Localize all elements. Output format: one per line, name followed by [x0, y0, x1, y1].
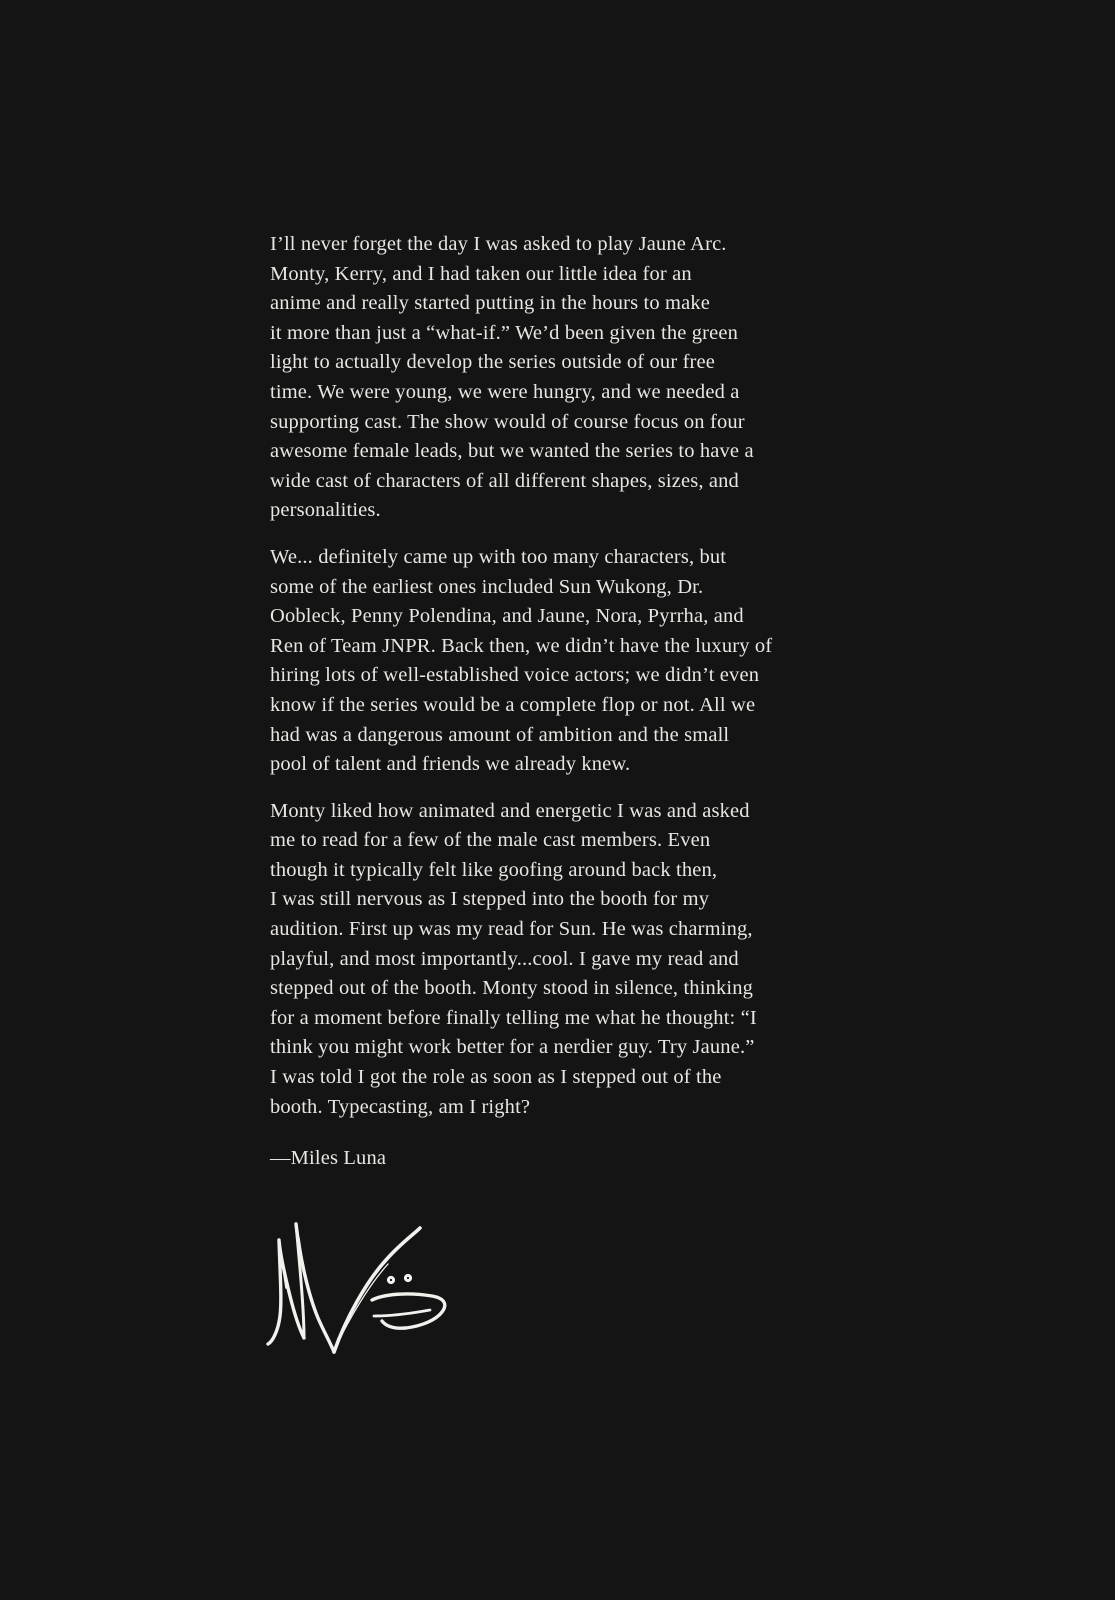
- signoff: —Miles Luna: [270, 1147, 387, 1170]
- letter-body: [270, 230, 830, 1174]
- handwritten-signature-icon: [262, 1218, 462, 1363]
- paragraph-1: I’ll never forget the day I was asked to play Jaune Arc. Monty, Kerry, and I had taken our little idea for an anime and really started putting in the hours to make it more than just a “what-if.” We’d been given the green light to actually develop the series outside of our free time. We were young, we were hungry, and we needed a supporting cast. The show would of course focus on four awesome female leads, but we wanted the series to have a wide cast of characters of all different shapes, sizes, and personalities.: [270, 233, 754, 522]
- paragraph-2: We... definitely came up with too many characters, but some of the earliest ones included Sun Wukong, Dr. Oobleck, Penny Polendina, and Jaune, Nora, Pyrrha, and Ren of Team JNPR. Back then, we didn’t have the luxury of hiring lots of well-established voice actors; we didn’t even know if the series would be a complete flop or not. All we had was a dangerous amount of ambition and the small pool of talent and friends we already knew.: [270, 545, 773, 776]
- paragraph-3: Monty liked how animated and energetic I was and asked me to read for a few of the male cast members. Even though it typically felt like goofing around back then, I was still nervous as I stepped into the booth for my audition. First up was my read for Sun. He was charming, playful, and most importantly...cool. I gave my read and stepped out of the booth. Monty stood in silence, thinking for a moment before finally telling me what he thought: “I think you might work better for a nerdier guy. Try Jaune.” I was told I got the role as soon as I stepped out of the booth. Typecasting, am I right?: [270, 799, 757, 1118]
